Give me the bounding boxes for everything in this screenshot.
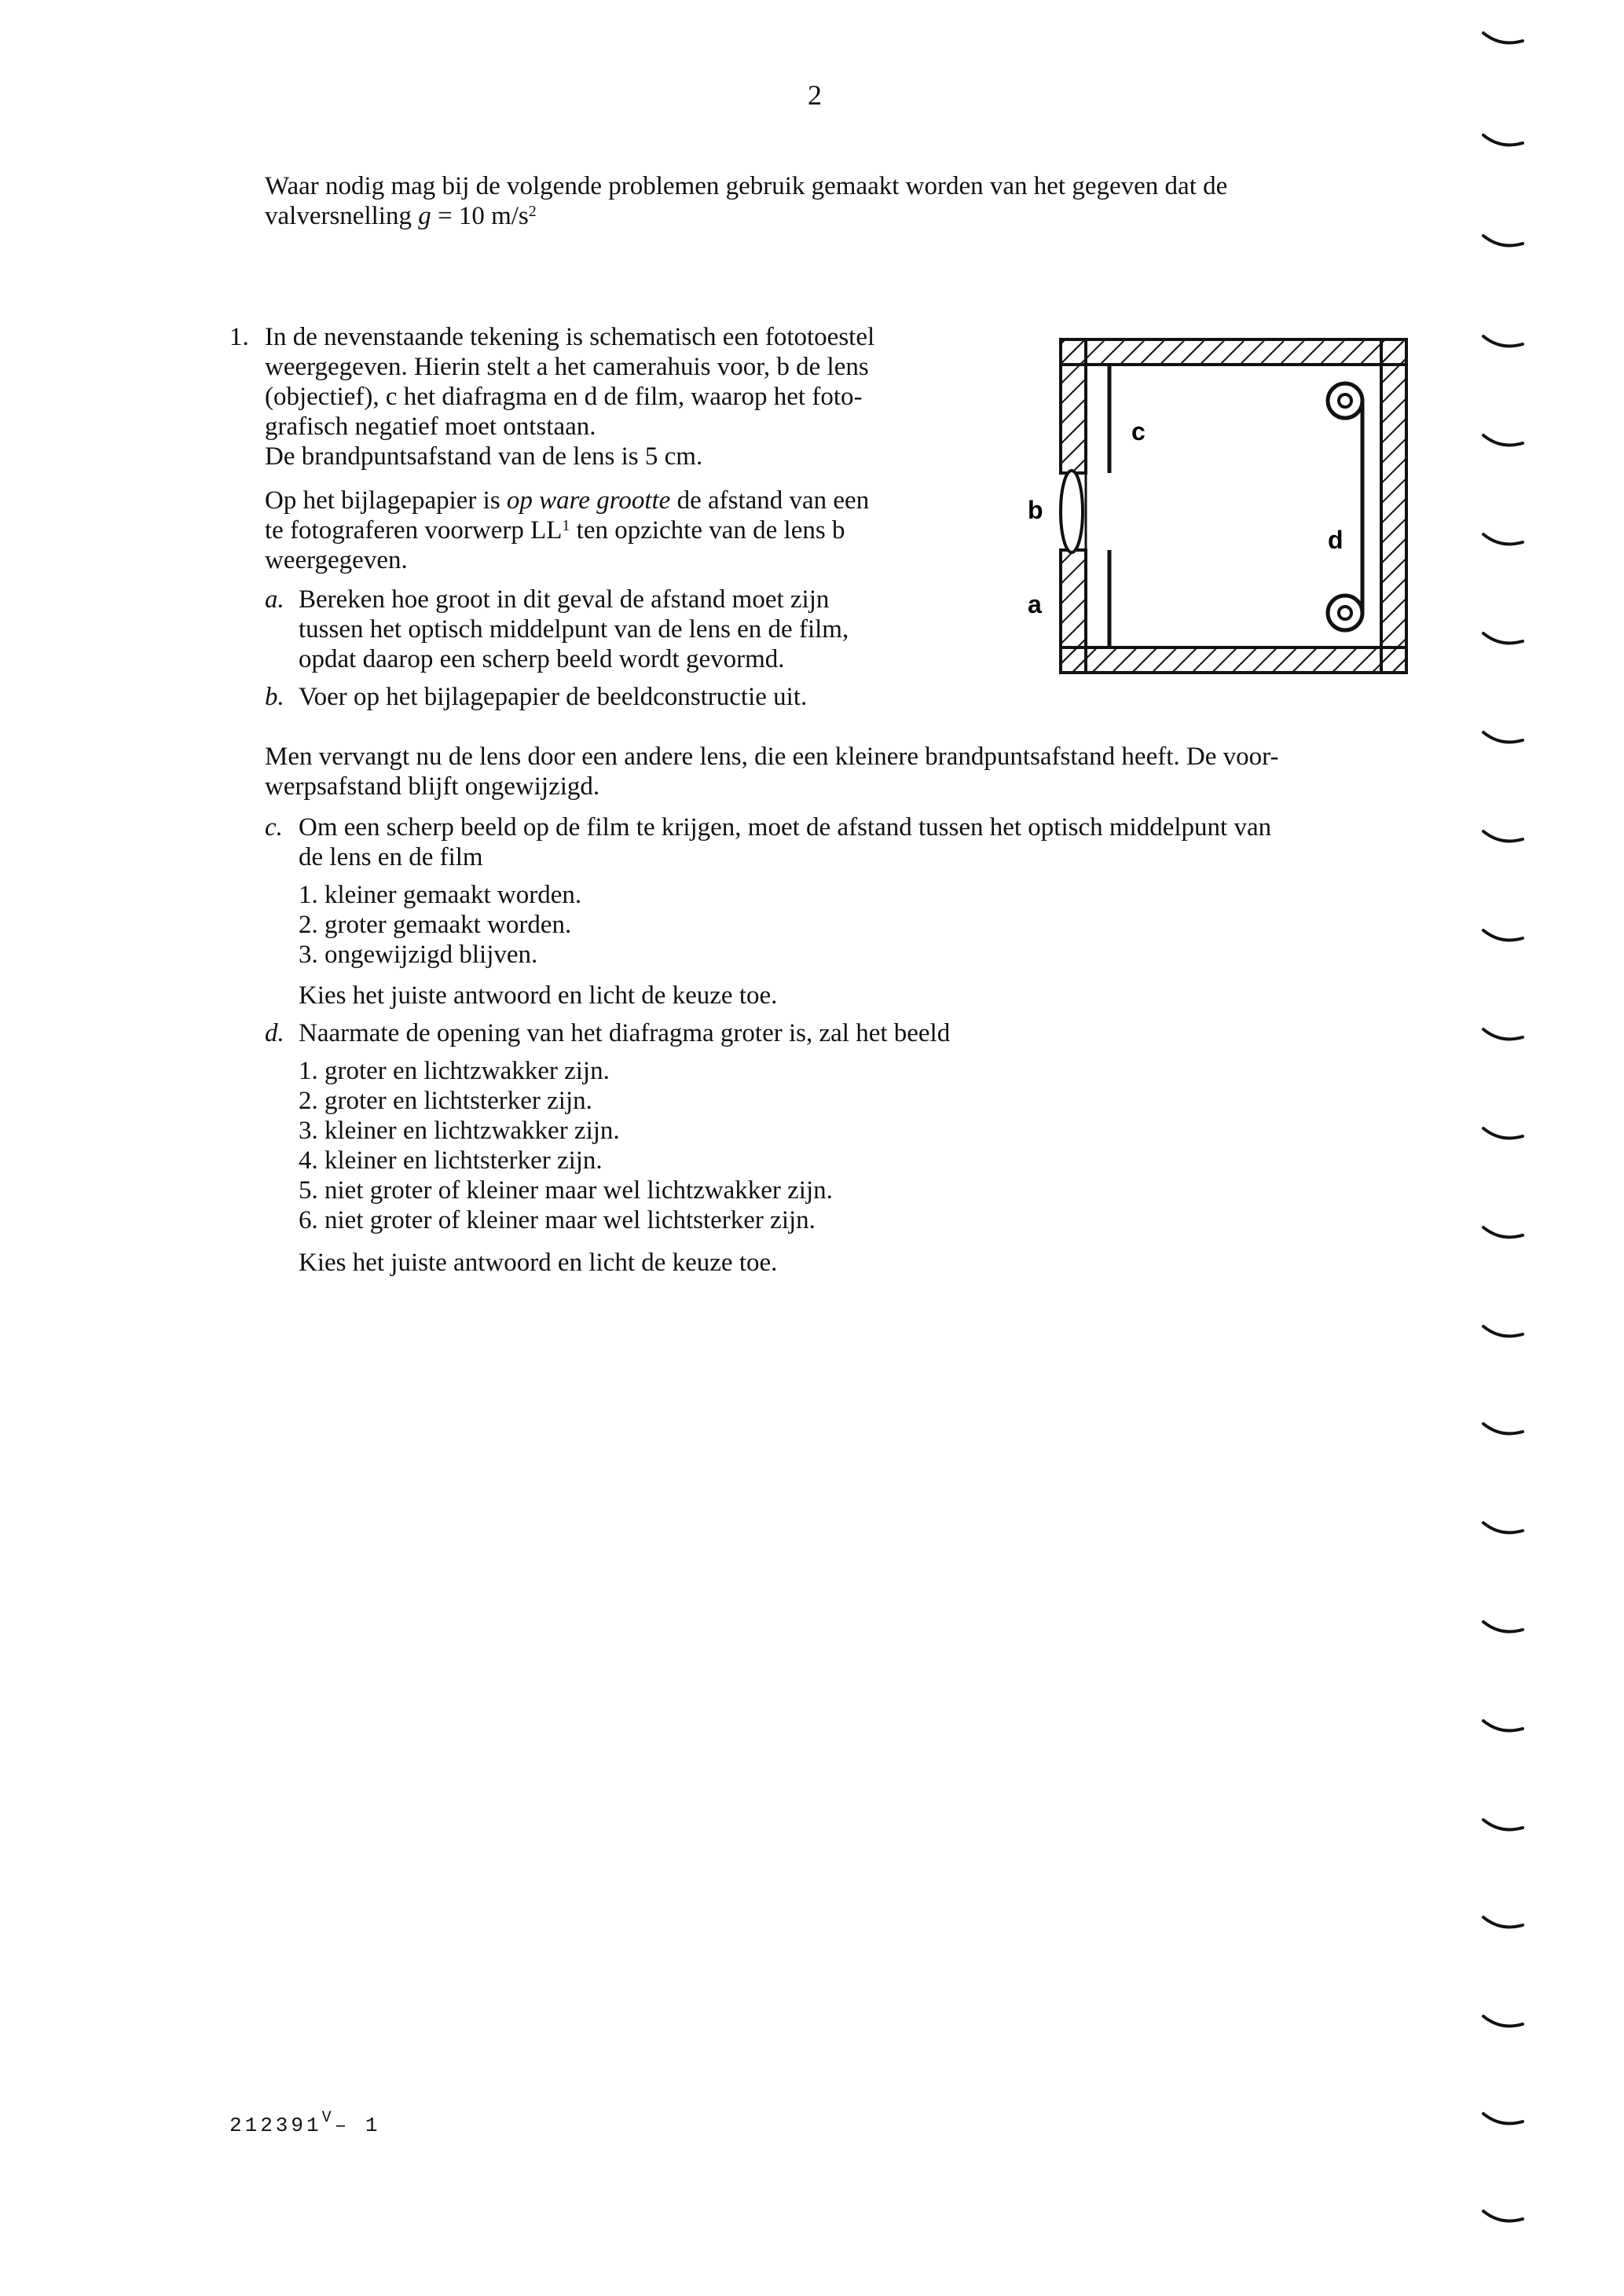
question-line: In de nevenstaande tekening is schematisch een fototoestel: [265, 323, 875, 351]
sub-c-line: Om een scherp beeld op de film te krijgen, moet de afstand tussen het optisch middelpunt van: [299, 813, 1272, 842]
sub-question-b: Voer op het bijlagepapier de beeldconstructie uit.: [299, 683, 808, 711]
question-paragraph-3: [265, 742, 1278, 801]
question-number: 1.: [229, 323, 249, 351]
option-item: 6. niet groter of kleiner maar wel lichtsterker zijn.: [299, 1206, 816, 1234]
sub-c-instruction: Kies het juiste antwoord en licht de keuze toe.: [299, 981, 778, 1010]
option-item: 4. kleiner en lichtsterker zijn.: [299, 1146, 603, 1175]
sub-question-d-letter: d.: [265, 1019, 284, 1047]
sub-c-options: [299, 880, 581, 970]
para2-line-3: weergegeven.: [265, 546, 408, 574]
label-b: b: [1028, 496, 1043, 524]
label-a: a: [1028, 590, 1042, 618]
question-line: De brandpuntsafstand van de lens is 5 cm.: [265, 442, 703, 471]
para3-line: werpsafstand blijft ongewijzigd.: [265, 772, 600, 801]
intro-text: [265, 171, 1227, 231]
option-item: 2. groter en lichtsterker zijn.: [299, 1087, 592, 1115]
question-paragraph-2: [265, 486, 869, 575]
sub-question-c-letter: c.: [265, 813, 283, 842]
sub-question-b-letter: b.: [265, 683, 284, 711]
sub-a-line: tussen het optisch middelpunt van de lens en de film,: [299, 615, 849, 644]
sub-c-line: de lens en de film: [299, 843, 483, 871]
option-item: 2. groter gemaakt worden.: [299, 911, 572, 939]
sub-d-instruction: Kies het juiste antwoord en licht de keuze toe.: [299, 1249, 778, 1277]
sub-question-d: Naarmate de opening van het diafragma groter is, zal het beeld: [299, 1019, 951, 1047]
document-code: $212391^V-$ 1: [229, 2109, 381, 2137]
question-intro: [265, 322, 874, 471]
binding-marks: [1477, 0, 1540, 2296]
camera-diagram: [1014, 330, 1422, 684]
question-line: grafisch negatief moet ontstaan.: [265, 413, 596, 441]
para2-line-1: Op het bijlagepapier is op ware grootte de afstand van een: [265, 486, 870, 515]
option-item: 1. kleiner gemaakt worden.: [299, 881, 582, 909]
page-number: 2: [808, 79, 822, 111]
label-c: c: [1131, 417, 1146, 446]
sub-question-a: [299, 585, 849, 674]
sub-a-line: Bereken hoe groot in dit geval de afstand moet zijn: [299, 585, 830, 614]
option-item: 3. kleiner en lichtzwakker zijn.: [299, 1117, 620, 1145]
option-item: 1. groter en lichtzwakker zijn.: [299, 1057, 610, 1085]
lens-shape: [1061, 471, 1083, 552]
question-line: weergegeven. Hierin stelt a het camerahuis voor, b de lens: [265, 353, 869, 381]
film-shape: [1328, 383, 1362, 630]
para3-line: Men vervangt nu de lens door een andere lens, die een kleinere brandpuntsafstand heeft. De voor-: [265, 743, 1279, 771]
option-item: 5. niet groter of kleiner maar wel lichtzwakker zijn.: [299, 1176, 833, 1205]
question-line: (objectief), c het diafragma en d de film, waarop het foto-: [265, 383, 863, 411]
label-d: d: [1328, 526, 1344, 554]
option-item: 3. ongewijzigd blijven.: [299, 941, 538, 969]
intro-line-1: Waar nodig mag bij de volgende problemen gebruik gemaakt worden van het gegeven dat de: [265, 172, 1228, 200]
para2-line-2: te fotograferen voorwerp $LL^1$ ten opzichte van de lens b: [265, 516, 845, 545]
sub-question-c: [299, 812, 1271, 872]
sub-a-line: opdat daarop een scherp beeld wordt gevormd.: [299, 645, 785, 673]
sub-d-options: [299, 1056, 833, 1235]
intro-line-2: valversnelling g = 10 $m/s^2$: [265, 202, 537, 230]
sub-question-a-letter: a.: [265, 585, 284, 614]
